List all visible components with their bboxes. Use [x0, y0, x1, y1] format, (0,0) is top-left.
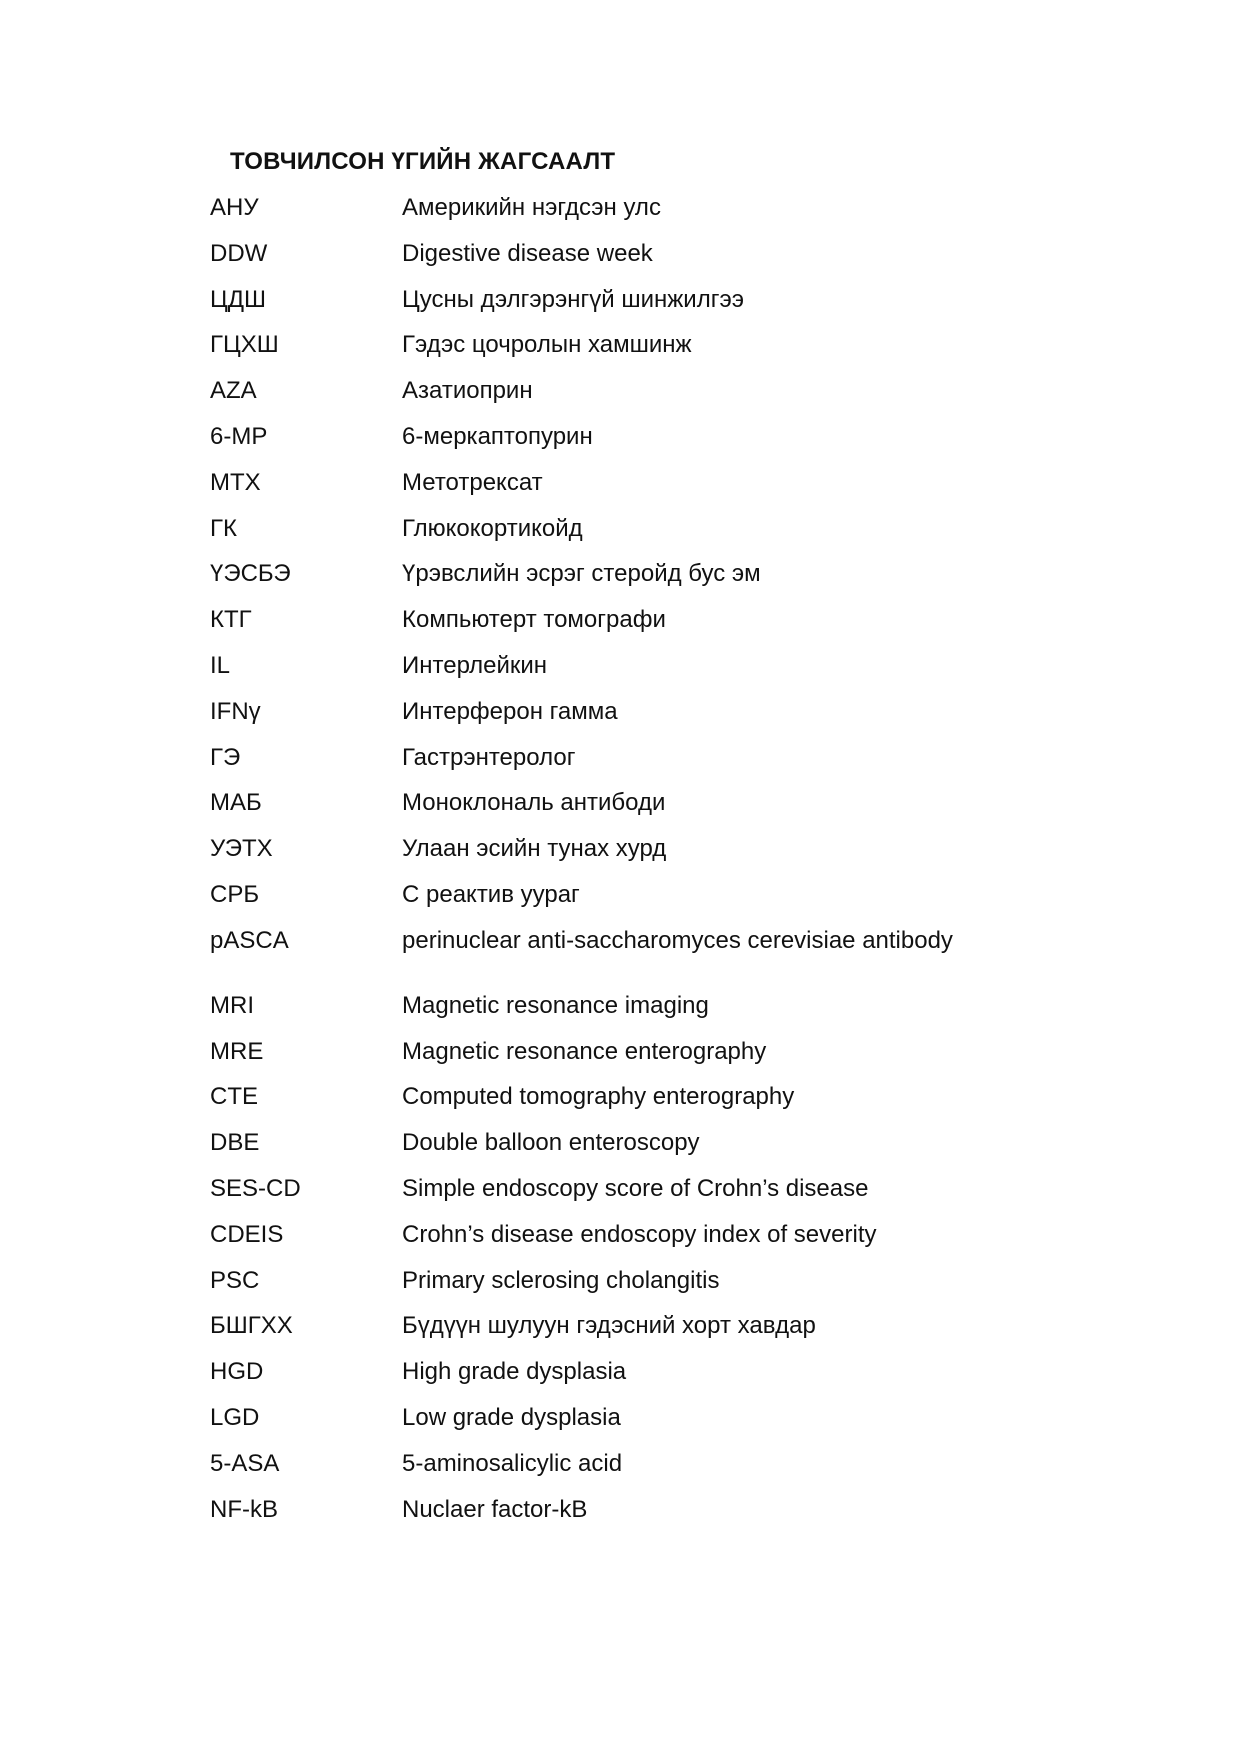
abbreviation: IL [210, 651, 231, 679]
abbreviation: ГЦХШ [210, 331, 279, 359]
abbreviation-row [210, 514, 1110, 560]
abbreviation-meaning: Цусны дэлгэрэнгүй шинжилгээ [402, 285, 744, 313]
abbreviation-row [210, 1266, 1110, 1312]
abbreviation-row [210, 991, 1110, 1037]
abbreviation-meaning: 5-aminosalicylic acid [402, 1449, 623, 1477]
abbreviation-meaning: perinuclear anti-saccharomyces cerevisiae antibody [402, 926, 953, 954]
abbreviation-row [210, 193, 1110, 239]
abbreviation-meaning: Интерферон гамма [402, 697, 618, 725]
abbreviation: CTE [210, 1083, 258, 1111]
abbreviation-row [210, 376, 1110, 422]
abbreviation: КТГ [210, 606, 252, 634]
abbreviation-row [210, 1357, 1110, 1403]
abbreviation-row [210, 1311, 1110, 1357]
abbreviation-meaning: Crohn’s disease endoscopy index of severity [402, 1220, 877, 1248]
abbreviation-row [210, 422, 1110, 468]
abbreviation: БШГХХ [210, 1312, 293, 1340]
abbreviation: ГЭ [210, 743, 241, 771]
abbreviation: pASCA [210, 926, 289, 954]
abbreviation: DDW [210, 239, 268, 267]
abbreviation-meaning: Low grade dysplasia [402, 1403, 621, 1431]
page-title: ТОВЧИЛСОН ҮГИЙН ЖАГСААЛТ [230, 148, 616, 175]
abbreviation-meaning: Гэдэс цочролын хамшинж [402, 331, 692, 359]
abbreviation-row [210, 1403, 1110, 1449]
abbreviation-meaning: Double balloon enteroscopy [402, 1129, 700, 1157]
abbreviation-meaning: Улаан эсийн тунах хурд [402, 835, 667, 863]
abbreviation-row [210, 285, 1110, 331]
abbreviation-row [210, 743, 1110, 789]
abbreviation-row [210, 697, 1110, 743]
abbreviation-meaning: Глюкокортикойд [402, 514, 583, 542]
abbreviation: MRI [210, 991, 254, 1019]
abbreviation-meaning: Computed tomography enterography [402, 1083, 795, 1111]
abbreviation-meaning: Интерлейкин [402, 651, 548, 679]
abbreviation-meaning: Digestive disease week [402, 239, 653, 267]
abbreviation: ЦДШ [210, 285, 267, 313]
abbreviation: 6-MP [210, 422, 268, 450]
abbreviation: AZA [210, 377, 257, 405]
abbreviation: ҮЭСБЭ [210, 560, 291, 588]
abbreviation: IFNγ [210, 697, 261, 725]
abbreviation-meaning: Метотрексат [402, 468, 543, 496]
abbreviation: DBE [210, 1129, 260, 1157]
abbreviation-row [210, 605, 1110, 651]
abbreviation-meaning: Magnetic resonance enterography [402, 1037, 767, 1065]
abbreviation: УЭТХ [210, 835, 273, 863]
abbreviation: MTX [210, 468, 261, 496]
abbreviation-row [210, 1082, 1110, 1128]
abbreviation-meaning: Nuclaer factor-kB [402, 1495, 588, 1523]
abbreviation-row [210, 330, 1110, 376]
abbreviation: PSC [210, 1266, 260, 1294]
abbreviation-row [210, 1037, 1110, 1083]
abbreviation-meaning: Simple endoscopy score of Crohn’s disease [402, 1174, 869, 1202]
abbreviation: МАБ [210, 789, 262, 817]
abbreviation-row [210, 788, 1110, 834]
abbreviation-row [210, 239, 1110, 285]
abbreviation-meaning: High grade dysplasia [402, 1358, 627, 1386]
abbreviation-meaning: Азатиоприн [402, 377, 533, 405]
abbreviation: АНУ [210, 194, 259, 221]
abbreviation: СРБ [210, 880, 260, 908]
abbreviation-row [210, 880, 1110, 926]
abbreviation-row [210, 1220, 1110, 1266]
abbreviation: NF-kB [210, 1495, 278, 1523]
abbreviation-row [210, 559, 1110, 605]
abbreviation: HGD [210, 1358, 264, 1386]
abbreviation-meaning: С реактив уураг [402, 880, 580, 908]
abbreviation: ГК [210, 514, 237, 542]
abbreviation-meaning: 6-меркаптопурин [402, 422, 593, 450]
abbreviation-row [210, 1128, 1110, 1174]
abbreviation-row [210, 651, 1110, 697]
abbreviation: MRE [210, 1037, 264, 1065]
abbreviation-meaning: Primary sclerosing cholangitis [402, 1266, 720, 1294]
abbreviation-meaning: Компьютерт томографи [402, 606, 666, 634]
abbreviation: SES-CD [210, 1174, 301, 1202]
abbreviation-meaning: Гастрэнтеролог [402, 743, 576, 771]
abbreviation: CDEIS [210, 1220, 284, 1248]
abbreviation-row [210, 1495, 1110, 1541]
abbreviation-row [210, 1174, 1110, 1220]
abbreviation-meaning: Бүдүүн шулуун гэдэсний хорт хавдар [402, 1312, 816, 1340]
abbreviation-list [210, 193, 1110, 1540]
abbreviation: 5-ASA [210, 1449, 280, 1477]
abbreviation-row [210, 834, 1110, 880]
abbreviation-meaning: Моноклональ антибоди [402, 789, 666, 817]
abbreviation-meaning: Америкийн нэгдсэн улс [402, 194, 661, 221]
abbreviation-meaning: Үрэвслийн эсрэг стеройд бус эм [402, 560, 761, 588]
abbreviation-row [210, 1449, 1110, 1495]
abbreviation-meaning: Magnetic resonance imaging [402, 991, 709, 1019]
abbreviation-row [210, 926, 1110, 991]
abbreviation: LGD [210, 1403, 260, 1431]
abbreviation-row [210, 468, 1110, 514]
